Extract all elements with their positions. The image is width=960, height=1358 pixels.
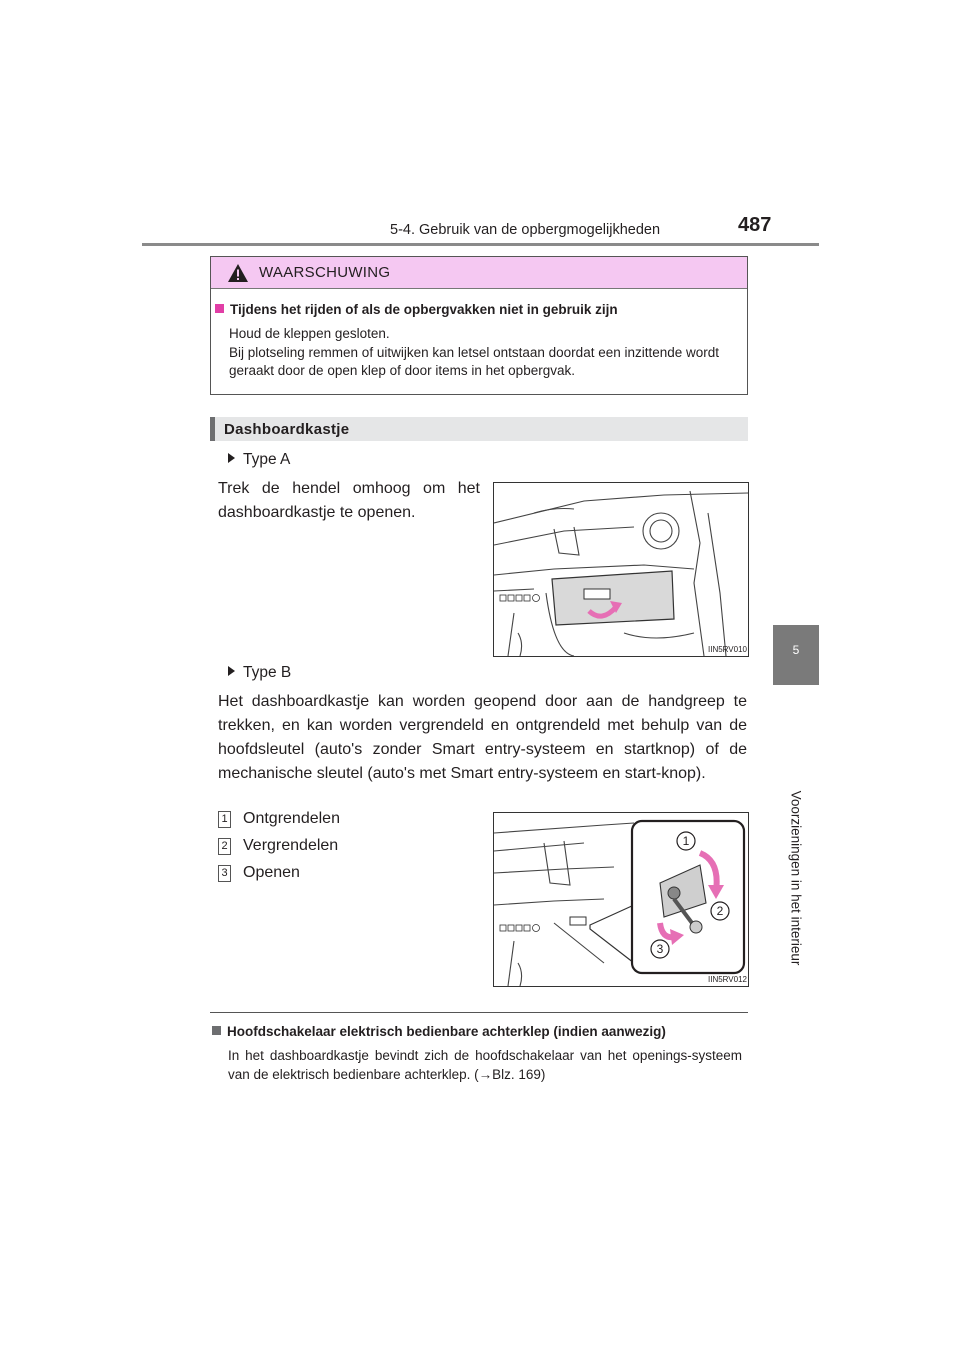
warning-line-1: Houd de kleppen gesloten. [229, 326, 390, 341]
warning-line-2: Bij plotseling remmen of uitwijken kan letsel ontstaan doordat een inzittende wordt geraakt door de open klep of door items in het opbergvak. [229, 344, 720, 378]
item-label: Ontgrendelen [243, 810, 340, 827]
header-rule [142, 243, 819, 246]
header-section-title: 5-4. Gebruik van de opbergmogelijkheden [390, 222, 661, 238]
chapter-number: 5 [792, 643, 800, 657]
note-rule [210, 1012, 748, 1013]
warning-box [210, 256, 748, 395]
note-body: In het dashboardkastje bevindt zich de hoofdschakelaar van het openings-systeem van de elektrisch bedienbare achterklep. (→Blz. 169) [228, 1048, 742, 1082]
type-b-text: Het dashboardkastje kan worden geopend door aan de handgreep te trekken, en kan worden vergrendeld en ontgrendeld met behulp van de hoofdsleutel (auto's zonder Smart entry-systeem en startknop) of de mechanische sleutel (auto's met Smart entry-systeem en start-knop). [218, 693, 747, 782]
section-accent [210, 417, 215, 441]
warning-triangle-icon [227, 263, 249, 283]
chapter-tab [773, 625, 819, 685]
callout-2: 2 [716, 904, 724, 918]
note-heading [212, 1024, 666, 1039]
chapter-title: Voorzieningen in het interieur [788, 790, 804, 966]
callout-3: 3 [656, 942, 664, 956]
list-item [218, 810, 340, 828]
type-a-label-text: Type A [243, 451, 291, 468]
note-heading-text: Hoofdschakelaar elektrisch bedienbare achterklep (indien aanwezig) [227, 1024, 666, 1039]
list-item [218, 837, 338, 855]
type-a-label [228, 451, 290, 469]
section-heading [210, 417, 748, 441]
item-number-box: 3 [218, 865, 231, 882]
warning-subhead [215, 302, 618, 317]
section-title: Dashboardkastje [224, 421, 350, 438]
triangle-bullet-icon [228, 666, 235, 676]
warning-subhead-text: Tijdens het rijden of als de opbergvakken niet in gebruik zijn [230, 302, 618, 317]
glovebox-type-a-illustration [494, 483, 748, 656]
figure-b-code: IIN5RV012 [708, 975, 747, 984]
item-number-box: 1 [218, 811, 231, 828]
glovebox-type-b-illustration [494, 813, 748, 986]
item-label: Openen [243, 864, 300, 881]
figure-a-code: IIN5RV010 [708, 645, 747, 654]
square-bullet-icon [212, 1026, 221, 1035]
type-b-label-text: Type B [243, 664, 292, 681]
type-a-text: Trek de hendel omhoog om het dashboardkastje te openen. [218, 480, 480, 521]
figure-type-a [493, 482, 749, 657]
item-label: Vergrendelen [243, 837, 339, 854]
triangle-bullet-icon [228, 453, 235, 463]
page-number: 487 [738, 214, 772, 236]
warning-body [229, 325, 741, 381]
warning-header [211, 257, 747, 289]
callout-1: 1 [682, 834, 690, 848]
type-b-label [228, 664, 291, 682]
square-bullet-icon [215, 304, 224, 313]
item-number-box: 2 [218, 838, 231, 855]
figure-type-b [493, 812, 749, 987]
warning-title: WAARSCHUWING [259, 264, 391, 281]
list-item [218, 864, 300, 882]
